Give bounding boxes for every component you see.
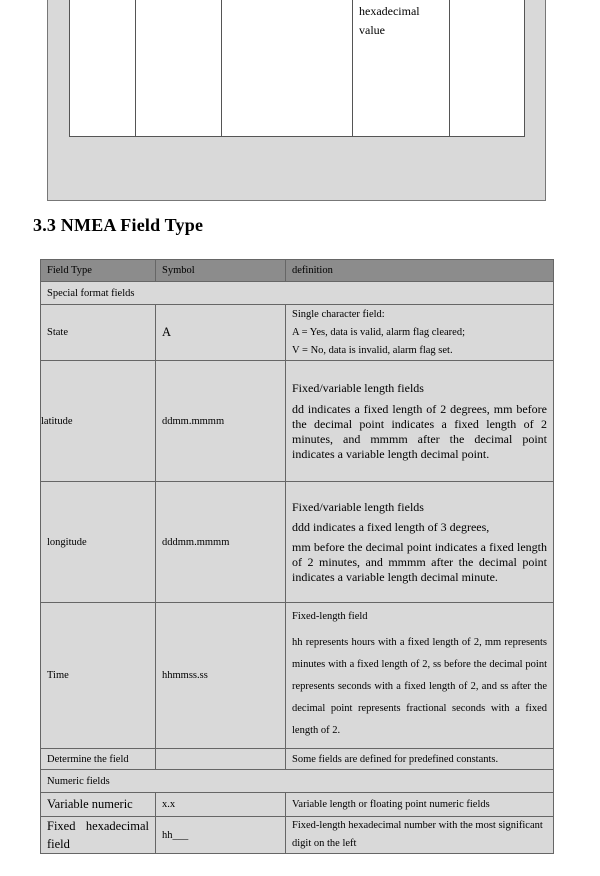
header-symbol: Symbol bbox=[156, 260, 286, 282]
field-type-cell: State bbox=[41, 305, 156, 361]
symbol-cell: dddmm.mmmm bbox=[156, 482, 286, 603]
definition-cell: Some fields are defined for predefined constants. bbox=[286, 749, 554, 770]
previous-table-note bbox=[359, 2, 420, 40]
section-heading: 3.3 NMEA Field Type bbox=[33, 215, 204, 235]
note-line: hexadecimal bbox=[359, 4, 420, 18]
definition-cell bbox=[286, 603, 554, 749]
table-divider bbox=[352, 0, 353, 136]
table-row bbox=[41, 817, 554, 854]
symbol-cell: hh___ bbox=[156, 817, 286, 854]
numeric-fields: Numeric fields bbox=[41, 770, 554, 793]
definition-cell bbox=[286, 361, 554, 482]
field-type-cell: Determine the field bbox=[41, 749, 156, 770]
table-row bbox=[41, 603, 554, 749]
symbol-cell: A bbox=[156, 305, 286, 361]
field-type-cell: Time bbox=[41, 603, 156, 749]
table-row bbox=[41, 282, 554, 305]
definition-cell: Variable length or floating point numeric fields bbox=[286, 793, 554, 817]
definition-cell bbox=[286, 482, 554, 603]
table-row bbox=[41, 305, 554, 361]
table-row bbox=[41, 793, 554, 817]
symbol-cell: ddmm.mmmm bbox=[156, 361, 286, 482]
table-row bbox=[41, 361, 554, 482]
table-divider bbox=[221, 0, 222, 136]
definition-cell bbox=[286, 305, 554, 361]
definition-line: V = No, data is invalid, alarm flag set. bbox=[292, 344, 453, 356]
header-field-type: Field Type bbox=[41, 260, 156, 282]
definition-line: Single character field: bbox=[292, 308, 385, 320]
table-divider bbox=[449, 0, 450, 136]
definition-line: A = Yes, data is valid, alarm flag cleared; bbox=[292, 326, 465, 338]
definition-line: Fixed/variable length fields bbox=[292, 380, 424, 395]
table-row bbox=[41, 749, 554, 770]
special-format-fields: Special format fields bbox=[41, 282, 554, 305]
field-type-cell: Variable numeric bbox=[41, 793, 156, 817]
definition-line: mm before the decimal point indicates a fixed length of 2 minutes, and mmmm after the decimal point indicates a variable length decimal minute. bbox=[292, 539, 547, 584]
symbol-cell: hhmmss.ss bbox=[156, 603, 286, 749]
table-row bbox=[41, 770, 554, 793]
field-type-cell: Fixed hexadecimal field bbox=[41, 817, 156, 854]
definition-line: Fixed-length field bbox=[292, 611, 368, 622]
table-divider bbox=[135, 0, 136, 136]
previous-table bbox=[69, 0, 525, 137]
symbol-cell: x.x bbox=[156, 793, 286, 817]
table-row bbox=[41, 482, 554, 603]
definition-line: Fixed/variable length fields bbox=[292, 499, 424, 514]
field-type-cell: longitude bbox=[41, 482, 156, 603]
table-header-row bbox=[41, 260, 554, 282]
symbol-cell bbox=[156, 749, 286, 770]
definition-line: hh represents hours with a fixed length of 2, mm represents minutes with a fixed length of 2, ss before the decimal point represents seconds with a fixed length of 2, and ss after the decimal point represents fractional seconds with a fixed length of 2. bbox=[292, 637, 547, 736]
field-type-cell: latitude bbox=[41, 361, 156, 482]
definition-cell: Fixed-length hexadecimal number with the most significant digit on the left bbox=[286, 817, 554, 854]
definition-line: dd indicates a fixed length of 2 degrees, mm before the decimal point indicates a fixed length of 2 minutes, and mmmm after the decimal point indicates a variable length decimal point. bbox=[292, 401, 547, 461]
header-definition: definition bbox=[286, 260, 554, 282]
nmea-field-type-table bbox=[40, 259, 554, 854]
note-line: value bbox=[359, 23, 385, 37]
definition-line: ddd indicates a fixed length of 3 degrees, bbox=[292, 519, 490, 534]
